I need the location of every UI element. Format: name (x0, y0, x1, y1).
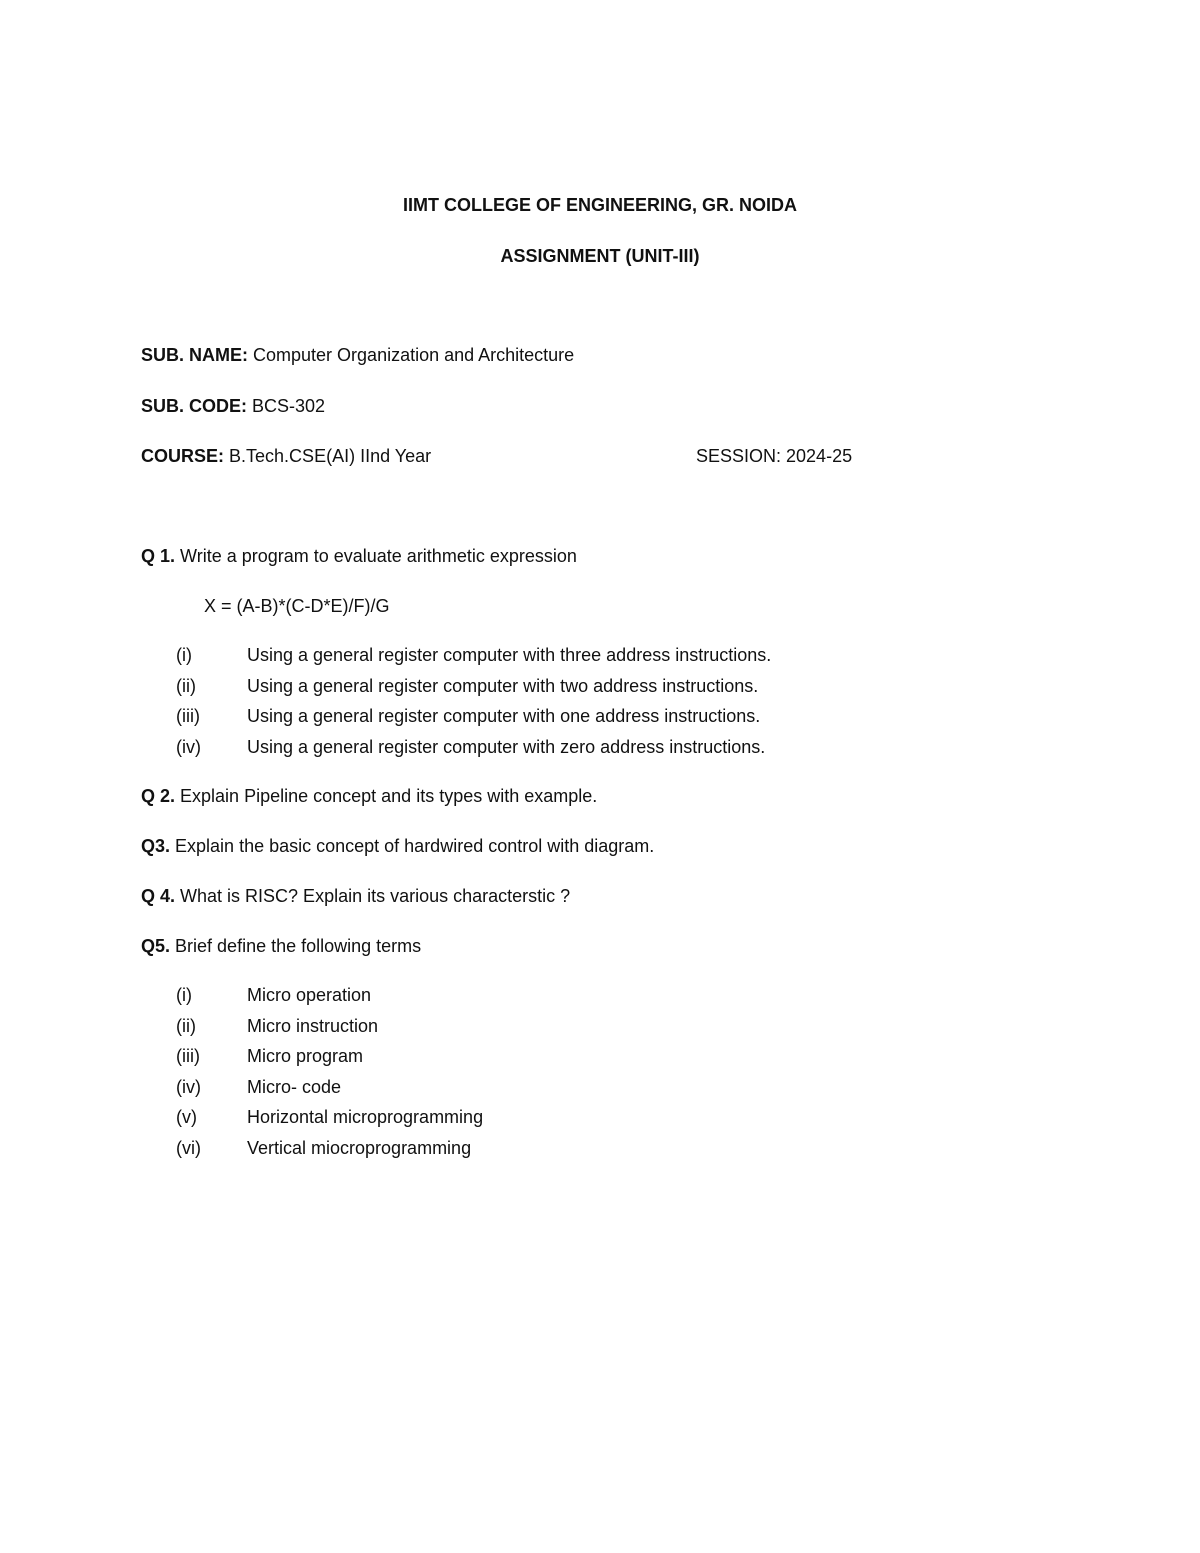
q5-part-number: (i) (176, 985, 192, 1005)
question-4-label: Q 4. (141, 886, 176, 906)
q1-part-text: Using a general register computer with two address instructions. (247, 676, 759, 696)
question-5-label: Q5. (141, 936, 171, 956)
assignment-title: ASSIGNMENT (UNIT-III) (500, 246, 700, 266)
subject-code-row (141, 394, 325, 418)
q1-part-number: (ii) (176, 676, 196, 696)
subject-name-label: SUB. NAME: (141, 345, 248, 365)
question-2 (141, 784, 597, 808)
course-label: COURSE: (141, 446, 225, 466)
q5-part-number: (ii) (176, 1016, 196, 1036)
question-2-text: Explain Pipeline concept and its types with example. (180, 786, 598, 806)
q5-part-text: Vertical miocroprogramming (247, 1138, 472, 1158)
course-row (141, 444, 431, 468)
question-1-text: Write a program to evaluate arithmetic expression (180, 546, 577, 566)
question-1 (141, 544, 577, 568)
q5-part-text: Micro- code (247, 1077, 342, 1097)
q5-part-number: (v) (176, 1107, 197, 1127)
q5-part-text: Micro operation (247, 985, 372, 1005)
q5-part-text: Micro instruction (247, 1016, 379, 1036)
question-5-text: Brief define the following terms (175, 936, 422, 956)
question-3 (141, 834, 654, 858)
q5-part-number: (iii) (176, 1046, 200, 1066)
q1-part-text: Using a general register computer with one address instructions. (247, 706, 761, 726)
q5-part-number: (iv) (176, 1077, 201, 1097)
q5-part-text: Horizontal microprogramming (247, 1107, 484, 1127)
q1-part-number: (i) (176, 645, 192, 665)
question-2-label: Q 2. (141, 786, 176, 806)
q5-part-number: (vi) (176, 1138, 201, 1158)
q1-part-text: Using a general register computer with zero address instructions. (247, 737, 766, 757)
question-4 (141, 884, 570, 908)
question-1-label: Q 1. (141, 546, 176, 566)
question-3-text: Explain the basic concept of hardwired control with diagram. (175, 836, 655, 856)
subject-code-label: SUB. CODE: (141, 396, 248, 416)
question-3-label: Q3. (141, 836, 171, 856)
question-5 (141, 934, 421, 958)
subject-code-value: BCS-302 (252, 396, 326, 416)
subject-name-row (141, 343, 574, 367)
subject-name-value: Computer Organization and Architecture (253, 345, 575, 365)
q1-part-number: (iii) (176, 706, 200, 726)
q1-part-number: (iv) (176, 737, 201, 757)
session-text: SESSION: 2024-25 (696, 446, 853, 466)
question-4-text: What is RISC? Explain its various characterstic ? (180, 886, 571, 906)
question-1-expression: X = (A-B)*(C-D*E)/F)/G (204, 596, 390, 616)
college-title: IIMT COLLEGE OF ENGINEERING, GR. NOIDA (402, 195, 797, 215)
q1-part-text: Using a general register computer with three address instructions. (247, 645, 772, 665)
course-value: B.Tech.CSE(AI) IInd Year (229, 446, 432, 466)
q5-part-text: Micro program (247, 1046, 364, 1066)
